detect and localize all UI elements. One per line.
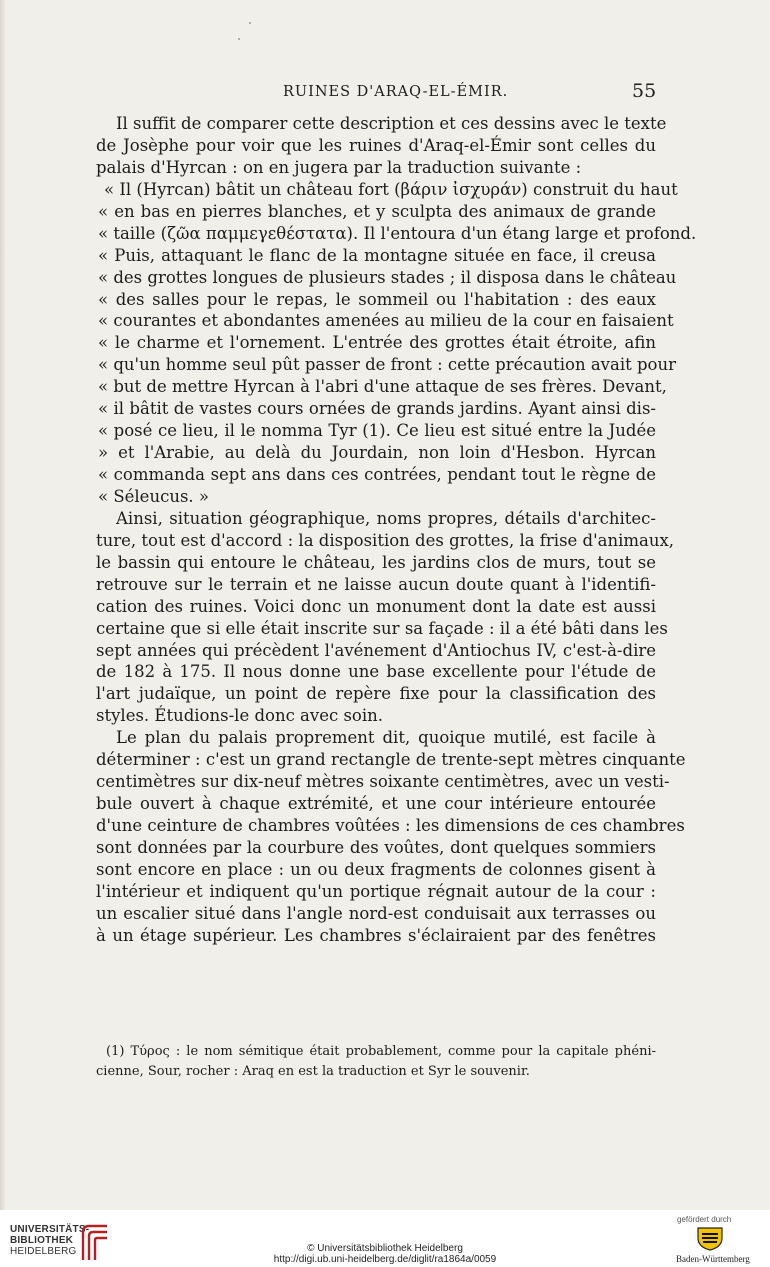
- scan-speck: [249, 22, 251, 24]
- source-url[interactable]: http://digi.ub.uni-heidelberg.de/diglit/ra1864a/0059: [273, 1254, 497, 1265]
- text-line: de Josèphe pour voir que les ruines d'Araq-el-Émir sont celles du: [96, 135, 656, 155]
- quote-line: » et l'Arabie, au delà du Jourdain, non loin d'Hesbon. Hyrcan: [98, 443, 656, 463]
- quote-line: « en bas en pierres blanches, et y sculpta des animaux de grande: [98, 201, 656, 221]
- quote-line: « but de mettre Hyrcan à l'abri d'une attaque de ses frères. Devant,: [98, 377, 667, 397]
- text-line: à un étage supérieur. Les chambres s'éclairaient par des fenêtres: [96, 925, 656, 945]
- quote-line: « des grottes longues de plusieurs stades ; il disposa dans le château: [98, 267, 677, 287]
- text-line: d'une ceinture de chambres voûtées : les dimensions de ces chambres: [96, 816, 685, 835]
- funded-by-label: gefördert durch: [677, 1215, 732, 1224]
- text-line: retrouve sur le terrain et ne laisse aucun doute quant à l'identifi-: [96, 574, 656, 594]
- digitization-footer: [0, 1210, 770, 1267]
- text-line: styles. Étudions-le donc avec soin.: [96, 706, 384, 726]
- text-line: centimètres sur dix-neuf mètres soixante centimètres, avec un vesti-: [96, 772, 670, 792]
- copyright-text: © Universitätsbibliothek Heidelberg: [307, 1243, 463, 1254]
- quote-line: « il bâtit de vastes cours ornées de grands jardins. Ayant ainsi dis-: [98, 399, 656, 419]
- text-line: Ainsi, situation géographique, noms propres, détails d'architec-: [116, 508, 656, 528]
- text-line: déterminer : c'est un grand rectangle de trente-sept mètres cinquante: [96, 750, 686, 770]
- text-line: sont encore en place : un ou deux fragments de colonnes gisent à: [96, 859, 656, 879]
- text-line: sont données par la courbure des voûtes, dont quelques sommiers: [96, 837, 656, 857]
- library-name: UNIVERSITÄTS- BIBLIOTHEK HEIDELBERG: [10, 1224, 90, 1257]
- page-left-edge: [0, 0, 6, 1210]
- text-line: un escalier situé dans l'angle nord-est conduisait aux terrasses ou: [96, 903, 656, 923]
- text-line: Le plan du palais proprement dit, quoique mutilé, est facile à: [116, 728, 656, 748]
- text-line: certaine que si elle était inscrite sur sa façade : il a été bâti dans les: [96, 618, 668, 638]
- quote-line: « qu'un homme seul pût passer de front : cette précaution avait pour: [98, 355, 676, 375]
- text-line: Il suffit de comparer cette description et ces dessins avec le texte: [116, 114, 667, 133]
- text-line: l'intérieur et indiquent qu'un portique régnait autour de la cour :: [96, 881, 656, 901]
- coat-of-arms-icon: [692, 1225, 728, 1251]
- text-line: le bassin qui entoure le château, les jardins clos de murs, tout se: [96, 552, 656, 572]
- text-line: bule ouvert à chaque extrémité, et une cour intérieure entourée: [96, 794, 656, 814]
- quote-line: « Séleucus. »: [98, 486, 209, 506]
- footnote-line: cienne, Sour, rocher : Araq en est la traduction et Syr le souvenir.: [96, 1064, 530, 1079]
- text-line: ture, tout est d'accord : la disposition des grottes, la frise d'animaux,: [96, 530, 675, 550]
- quote-line: « courantes et abondantes amenées au milieu de la cour en faisaient: [98, 311, 674, 331]
- copyright-block: [0, 1243, 770, 1265]
- quote-line: « Il (Hyrcan) bâtit un château fort (βάριν ἰσχυράν) construit du haut: [104, 179, 678, 199]
- quote-line: « commanda sept ans dans ces contrées, pendant tout le règne de: [98, 465, 656, 484]
- running-title: RUINES D'ARAQ-EL-ÉMIR.: [283, 84, 509, 100]
- scan-speck: [238, 38, 240, 40]
- footnote-line: (1) Τύρος : le nom sémitique était probablement, comme pour la capitale phéni-: [106, 1044, 656, 1059]
- footnotes: [96, 1042, 656, 1082]
- quote-line: « taille (ζῶα παμμεγεθέστατα). Il l'entoura d'un étang large et profond.: [98, 223, 697, 243]
- page-number: 55: [632, 80, 657, 102]
- quote-line: « des salles pour le repas, le sommeil ou l'habitation : des eaux: [98, 289, 656, 309]
- quote-line: « Puis, attaquant le flanc de la montagne située en face, il creusa: [98, 245, 656, 265]
- quote-line: « le charme et l'ornement. L'entrée des grottes était étroite, afin: [98, 333, 656, 353]
- running-head: [0, 80, 770, 106]
- text-line: cation des ruines. Voici donc un monument dont la date est aussi: [96, 596, 656, 616]
- text-line: l'art judaïque, un point de repère fixe pour la classification des: [96, 684, 656, 704]
- quote-line: « posé ce lieu, il le nomma Tyr (1). Ce lieu est situé entre la Judée: [98, 421, 656, 441]
- text-line: de 182 à 175. Il nous donne une base excellente pour l'étude de: [96, 662, 656, 682]
- funder-name: Baden-Württemberg: [676, 1254, 750, 1264]
- text-line: palais d'Hyrcan : on en jugera par la traduction suivante :: [96, 157, 582, 177]
- text-line: sept années qui précèdent l'avénement d'Antiochus IV, c'est-à-dire: [96, 640, 656, 660]
- body-text: [96, 113, 697, 947]
